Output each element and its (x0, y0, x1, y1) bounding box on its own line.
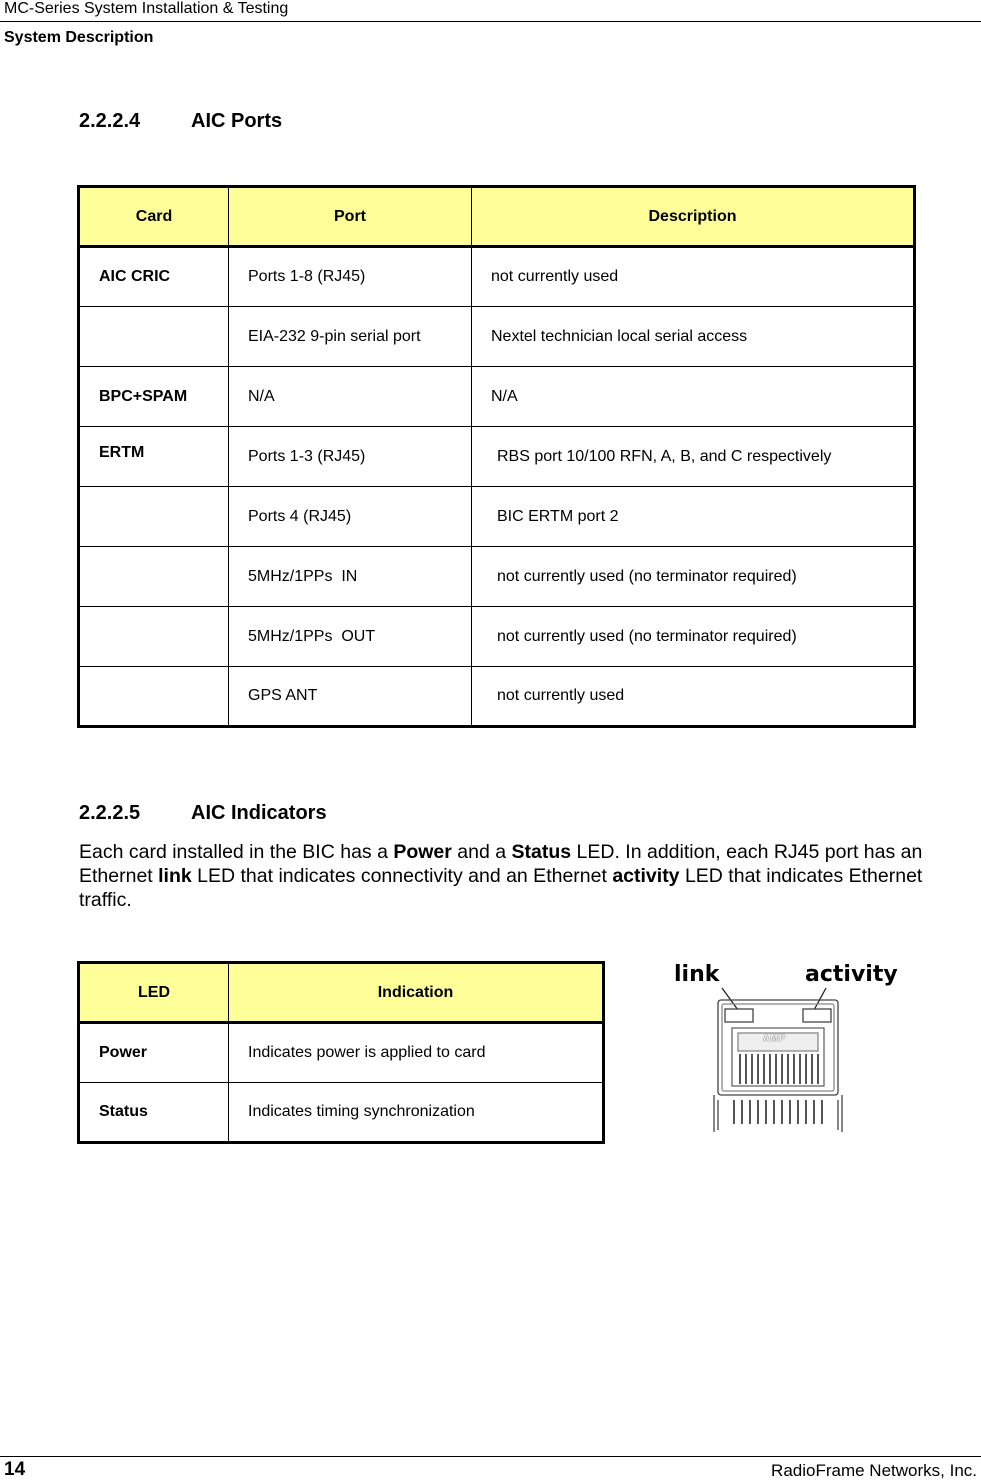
description-cell: not currently used (no terminator required) (472, 547, 915, 607)
table-row (79, 667, 915, 727)
ports-heading-title: AIC Ports (191, 110, 283, 132)
table-row (79, 487, 915, 547)
port-cell: Ports 4 (RJ45) (229, 487, 472, 547)
para-bold-status: Status (511, 841, 572, 863)
description-cell: not currently used (472, 667, 915, 727)
ports-table (77, 185, 916, 728)
card-cell (79, 547, 229, 607)
indicators-heading-title: AIC Indicators (191, 802, 327, 824)
indicators-heading-number: 2.2.2.5 (79, 802, 141, 824)
led-table (77, 961, 605, 1144)
led-cell: Power (79, 1023, 229, 1083)
table-row (79, 427, 915, 487)
section-title: System Description (4, 29, 154, 46)
para-text: LED. In addition, each RJ45 port has an Ethernet (79, 841, 923, 887)
para-text: LED that indicates connectivity and an Ethernet (191, 865, 613, 887)
port-cell: N/A (229, 367, 472, 427)
description-cell: BIC ERTM port 2 (472, 487, 915, 547)
port-cell: Ports 1-3 (RJ45) (229, 427, 472, 487)
table-row (79, 607, 915, 667)
header-divider (0, 21, 981, 22)
port-cell: 5MHz/1PPs IN (229, 547, 472, 607)
led-table-header (79, 963, 604, 1023)
table-row (79, 1023, 604, 1083)
card-cell: AIC CRIC (79, 247, 229, 307)
port-cell: GPS ANT (229, 667, 472, 727)
table-row (79, 307, 915, 367)
table-row (79, 247, 915, 307)
description-cell: N/A (472, 367, 915, 427)
para-text: Each card installed in the BIC has a (79, 841, 394, 863)
column-header-indication: Indication (229, 963, 604, 1023)
port-cell: 5MHz/1PPs OUT (229, 607, 472, 667)
indication-cell: Indicates timing synchronization (229, 1083, 604, 1143)
card-cell: BPC+SPAM (79, 367, 229, 427)
column-header-led: LED (79, 963, 229, 1023)
card-cell (79, 667, 229, 727)
description-cell: not currently used (472, 247, 915, 307)
activity-label: activity (805, 962, 898, 987)
para-bold-activity: activity (612, 865, 680, 887)
description-cell: Nextel technician local serial access (472, 307, 915, 367)
column-header-port: Port (229, 187, 472, 247)
table-row (79, 547, 915, 607)
para-text: LED that indicates Ethernet traffic. (79, 865, 923, 911)
led-cell: Status (79, 1083, 229, 1143)
para-text: and a (451, 841, 512, 863)
document-title: MC-Series System Installation & Testing (4, 0, 289, 17)
column-header-card: Card (79, 187, 229, 247)
port-cell: EIA-232 9-pin serial port (229, 307, 472, 367)
description-cell: not currently used (no terminator required) (472, 607, 915, 667)
table-row (79, 367, 915, 427)
table-row (79, 1083, 604, 1143)
description-cell: RBS port 10/100 RFN, A, B, and C respectively (472, 427, 915, 487)
rj45-connector-diagram (668, 960, 898, 1140)
link-label: link (674, 962, 720, 987)
port-cell: Ports 1-8 (RJ45) (229, 247, 472, 307)
amp-logo: AMP (763, 1033, 786, 1043)
page-number: 14 (4, 1459, 26, 1480)
indicators-description (79, 840, 964, 912)
rj45-jack-icon (668, 960, 898, 1140)
card-cell (79, 487, 229, 547)
footer-divider (0, 1456, 981, 1457)
indicators-heading (79, 802, 327, 825)
para-bold-link: link (158, 865, 192, 887)
para-bold-power: Power (393, 841, 452, 863)
card-cell: ERTM (79, 427, 229, 487)
card-cell (79, 307, 229, 367)
company-name: RadioFrame Networks, Inc. (771, 1461, 977, 1480)
ports-heading (79, 110, 282, 133)
ports-heading-number: 2.2.2.4 (79, 110, 141, 132)
indication-cell: Indicates power is applied to card (229, 1023, 604, 1083)
column-header-description: Description (472, 187, 915, 247)
ports-table-header (79, 187, 915, 247)
card-cell (79, 607, 229, 667)
